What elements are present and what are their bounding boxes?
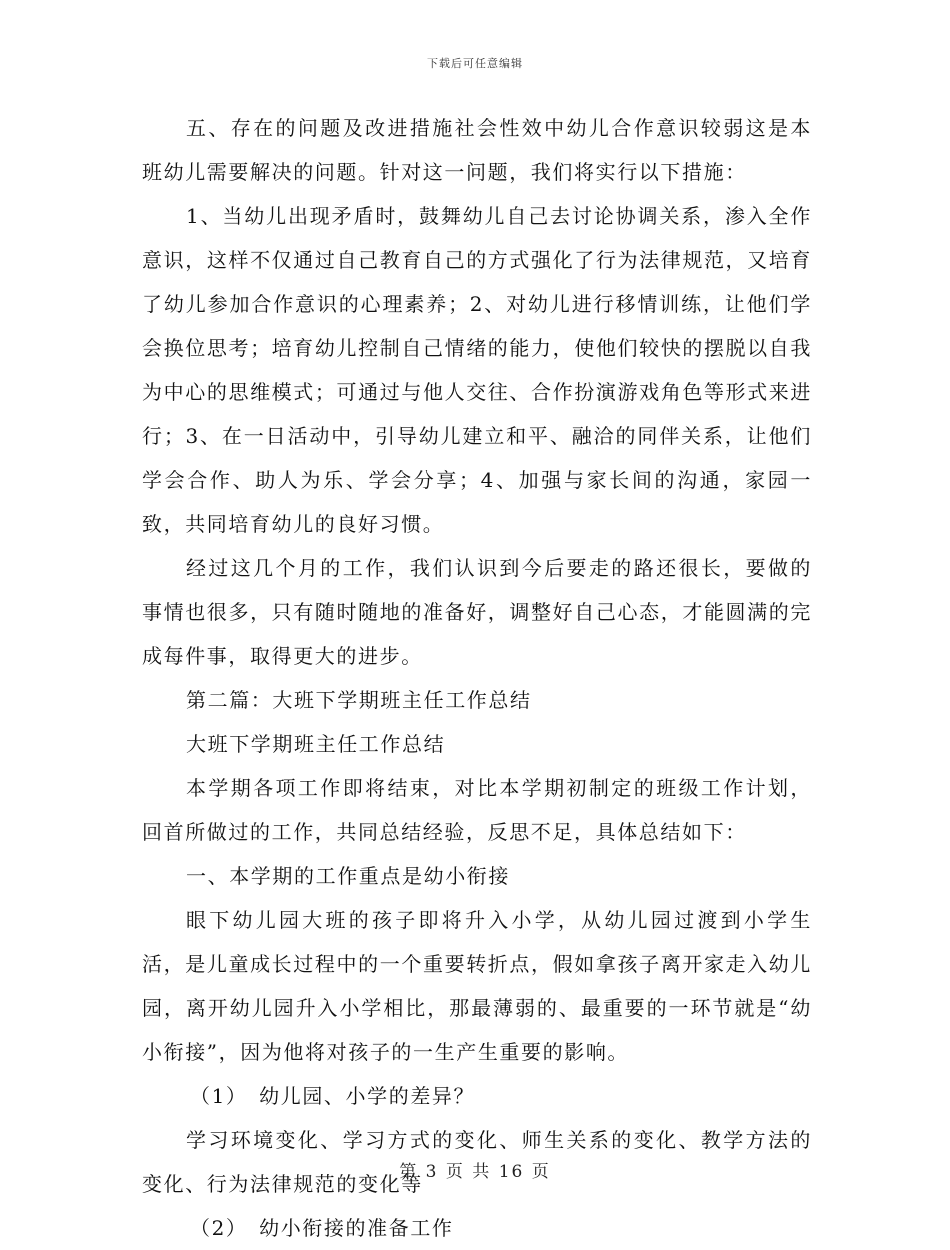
paragraph-problems: 五、存在的问题及改进措施社会性效中幼儿合作意识较弱这是本班幼儿需要解决的问题。针对这一问题，我们将实行以下措施：	[142, 116, 812, 184]
paragraph-changes: 学习环境变化、学习方式的变化、师生关系的变化、教学方法的变化、行为法律规范的变化等	[142, 1128, 812, 1196]
subheading-differences: （1） 幼儿园、小学的差异？	[190, 1084, 476, 1108]
page-footer: 第 3 页 共 16 页	[399, 1162, 551, 1182]
paragraph-transition: 眼下幼儿园大班的孩子即将升入小学，从幼儿园过渡到小学生活，是儿童成长过程中的一个重要转折点，假如拿孩子离开家走入幼儿园，离开幼儿园升入小学相比，那最薄弱的、最重要的一环节就是“幼小衔接”，因为他将对孩子的一生产生重要的影响。	[142, 908, 812, 1064]
document-title: 大班下学期班主任工作总结	[186, 732, 446, 756]
paragraph-intro: 本学期各项工作即将结束，对比本学期初制定的班级工作计划，回首所做过的工作，共同总结经验，反思不足，具体总结如下：	[142, 776, 812, 844]
paragraph-conclusion: 经过这几个月的工作，我们认识到今后要走的路还很长，要做的事情也很多，只有随时随地的准备好，调整好自己心态，才能圆满的完成每件事，取得更大的进步。	[142, 556, 812, 668]
section-heading-part-two: 第二篇：大班下学期班主任工作总结	[186, 688, 532, 712]
document-body	[142, 106, 812, 1250]
page-header: 下载后可任意编辑	[427, 57, 523, 70]
paragraph-measures: 1、当幼儿出现矛盾时，鼓舞幼儿自己去讨论协调关系，渗入全作意识，这样不仅通过自己教育自己的方式强化了行为法律规范，又培育了幼儿参加合作意识的心理素养；2、对幼儿进行移情训练，让他们学会换位思考；培育幼儿控制自己情绪的能力，使他们较快的摆脱以自我为中心的思维模式；可通过与他人交往、合作扮演游戏角色等形式来进行；3、在一日活动中，引导幼儿建立和平、融洽的同伴关系，让他们学会合作、助人为乐、学会分享；4、加强与家长间的沟通，家园一致，共同培育幼儿的良好习惯。	[142, 204, 812, 536]
subheading-preparation: （2） 幼小衔接的准备工作	[190, 1216, 454, 1240]
section-heading-focus: 一、本学期的工作重点是幼小衔接	[186, 864, 510, 888]
